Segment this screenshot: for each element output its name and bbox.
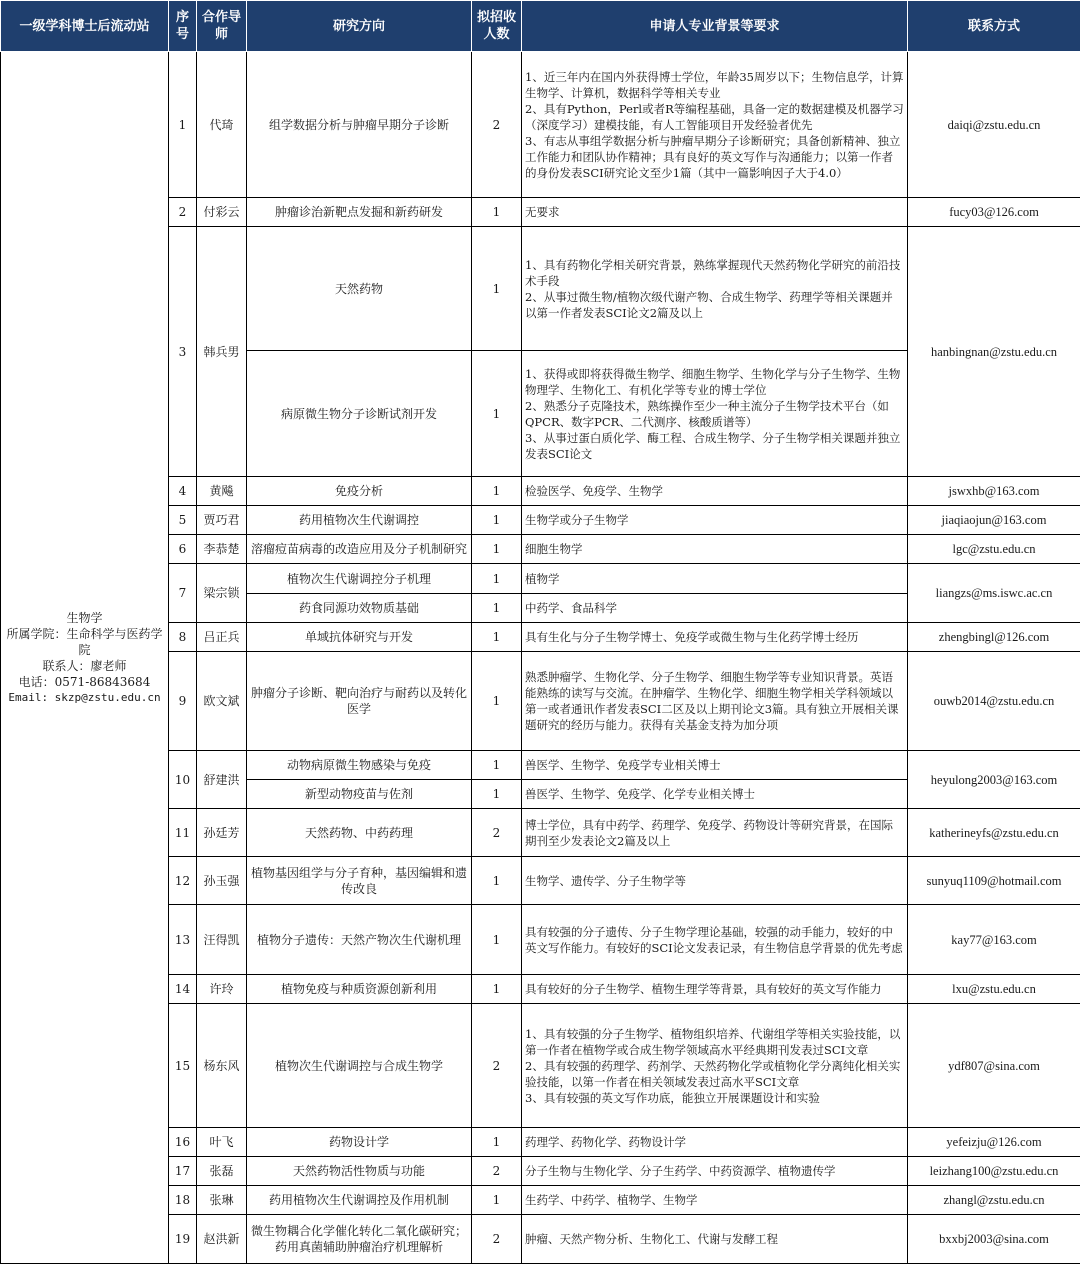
recruit-count: 2 xyxy=(472,1215,522,1264)
contact-email: zhengbingl@126.com xyxy=(908,623,1080,652)
row-number: 13 xyxy=(169,905,197,975)
recruit-count: 1 xyxy=(472,198,522,227)
contact-email: lgc@zstu.edu.cn xyxy=(908,535,1080,564)
requirement-cell xyxy=(522,594,908,623)
station-college: 所属学院：生命科学与医药学院 xyxy=(4,626,165,658)
contact-email: daiqi@zstu.edu.cn xyxy=(908,52,1080,198)
requirement-line: 细胞生物学 xyxy=(525,541,904,557)
requirement-line: 兽医学、生物学、免疫学、化学专业相关博士 xyxy=(525,786,904,802)
requirement-line: 具有生化与分子生物学博士、免疫学或微生物与生化药学博士经历 xyxy=(525,629,904,645)
advisor-name: 许玲 xyxy=(197,975,247,1004)
row-number: 5 xyxy=(169,506,197,535)
row-number: 14 xyxy=(169,975,197,1004)
row-number: 1 xyxy=(169,52,197,198)
recruit-count: 1 xyxy=(472,623,522,652)
recruit-count: 1 xyxy=(472,652,522,751)
requirement-line: 3、有志从事组学数据分析与肿瘤早期分子诊断研究；具备创新精神、独立工作能力和团队协作精神；具有良好的英文写作与沟通能力；以第一作者的身份发表SCI研究论文至少1篇（其中一篇影响因子大于4.0） xyxy=(525,133,904,181)
row-number: 7 xyxy=(169,564,197,623)
advisor-name: 欧文斌 xyxy=(197,652,247,751)
requirement-line: 1、近三年内在国内外获得博士学位，年龄35周岁以下；生物信息学，计算生物学、计算机，数据科学等相关专业 xyxy=(525,69,904,101)
recruit-count: 2 xyxy=(472,1157,522,1186)
recruit-count: 1 xyxy=(472,594,522,623)
research-direction: 病原微生物分子诊断试剂开发 xyxy=(247,351,472,477)
contact-email: bxxbj2003@sina.com xyxy=(908,1215,1080,1264)
header-row xyxy=(1,1,1080,52)
advisor-name: 代琦 xyxy=(197,52,247,198)
research-direction: 药物设计学 xyxy=(247,1128,472,1157)
row-number: 2 xyxy=(169,198,197,227)
row-number: 11 xyxy=(169,809,197,857)
station-phone: 电话：0571-86843684 xyxy=(4,674,165,690)
research-direction: 单域抗体研究与开发 xyxy=(247,623,472,652)
row-number: 10 xyxy=(169,751,197,809)
advisor-name: 叶飞 xyxy=(197,1128,247,1157)
requirement-cell xyxy=(522,535,908,564)
recruit-count: 1 xyxy=(472,780,522,809)
recruit-count: 1 xyxy=(472,975,522,1004)
requirement-cell xyxy=(522,652,908,751)
table-body xyxy=(1,52,1080,1264)
requirement-line: 生物学或分子生物学 xyxy=(525,512,904,528)
research-direction: 天然药物活性物质与功能 xyxy=(247,1157,472,1186)
requirement-cell xyxy=(522,905,908,975)
requirement-line: 植物学 xyxy=(525,571,904,587)
advisor-name: 吕正兵 xyxy=(197,623,247,652)
contact-email: jiaqiaojun@163.com xyxy=(908,506,1080,535)
header-direction: 研究方向 xyxy=(247,1,472,52)
advisor-name: 贾巧君 xyxy=(197,506,247,535)
advisor-name: 孙玉强 xyxy=(197,857,247,905)
contact-email: ydf807@sina.com xyxy=(908,1004,1080,1128)
recruit-count: 1 xyxy=(472,905,522,975)
requirement-line: 中药学、食品科学 xyxy=(525,600,904,616)
advisor-name: 付彩云 xyxy=(197,198,247,227)
recruit-count: 2 xyxy=(472,52,522,198)
requirement-line: 熟悉肿瘤学、生物化学、分子生物学、细胞生物学等专业知识背景。英语能熟练的读写与交流。在肿瘤学、生物化学、细胞生物学相关学科领域以第一或者通讯作者发表SCI二区及以上期刊论文3篇。具有独立开展相关课题研究的经历与能力。获得有关基金支持为加分项 xyxy=(525,669,904,733)
requirement-cell xyxy=(522,975,908,1004)
contact-email: liangzs@ms.iswc.ac.cn xyxy=(908,564,1080,623)
header-station: 一级学科博士后流动站 xyxy=(1,1,169,52)
advisor-name: 梁宗锁 xyxy=(197,564,247,623)
contact-email: heyulong2003@163.com xyxy=(908,751,1080,809)
requirement-line: 兽医学、生物学、免疫学专业相关博士 xyxy=(525,757,904,773)
requirement-line: 2、熟悉分子克隆技术，熟练操作至少一种主流分子生物学技术平台（如QPCR、数字PCR、二代测序、核酸质谱等） xyxy=(525,398,904,430)
research-direction: 免疫分析 xyxy=(247,477,472,506)
requirement-cell xyxy=(522,1004,908,1128)
requirement-line: 3、从事过蛋白质化学、酶工程、合成生物学、分子生物学相关课题并独立发表SCI论文 xyxy=(525,430,904,462)
requirement-line: 1、具有药物化学相关研究背景，熟练掌握现代天然药物化学研究的前沿技术手段 xyxy=(525,257,904,289)
requirement-line: 2、从事过微生物/植物次级代谢产物、合成生物学、药理学等相关课题并以第一作者发表SCI论文2篇及以上 xyxy=(525,289,904,321)
header-contact: 联系方式 xyxy=(908,1,1080,52)
research-direction: 药用植物次生代谢调控及作用机制 xyxy=(247,1186,472,1215)
requirement-cell xyxy=(522,506,908,535)
row-number: 16 xyxy=(169,1128,197,1157)
requirement-line: 博士学位，具有中药学、药理学、免疫学、药物设计等研究背景，在国际期刊至少发表论文2篇及以上 xyxy=(525,817,904,849)
research-direction: 天然药物、中药药理 xyxy=(247,809,472,857)
requirement-line: 药理学、药物化学、药物设计学 xyxy=(525,1134,904,1150)
header-no: 序号 xyxy=(169,1,197,52)
research-direction: 动物病原微生物感染与免疫 xyxy=(247,751,472,780)
requirement-line: 3、具有较强的英文写作功底，能独立开展课题设计和实验 xyxy=(525,1090,904,1106)
station-email: Email: skzp@zstu.edu.cn xyxy=(4,690,165,706)
recruit-count: 2 xyxy=(472,1004,522,1128)
requirement-cell xyxy=(522,1128,908,1157)
advisor-name: 孙廷芳 xyxy=(197,809,247,857)
recruit-count: 1 xyxy=(472,857,522,905)
research-direction: 天然药物 xyxy=(247,227,472,351)
advisor-name: 黄飚 xyxy=(197,477,247,506)
requirement-line: 无要求 xyxy=(525,204,904,220)
research-direction: 药用植物次生代谢调控 xyxy=(247,506,472,535)
table-row xyxy=(1,52,1080,198)
contact-email: lxu@zstu.edu.cn xyxy=(908,975,1080,1004)
requirement-cell xyxy=(522,751,908,780)
advisor-name: 赵洪新 xyxy=(197,1215,247,1264)
requirement-cell xyxy=(522,809,908,857)
requirement-cell xyxy=(522,1186,908,1215)
recruit-count: 1 xyxy=(472,535,522,564)
row-number: 3 xyxy=(169,227,197,477)
research-direction: 微生物耦合化学催化转化二氧化碳研究；药用真菌辅助肿瘤治疗机理解析 xyxy=(247,1215,472,1264)
contact-email: sunyuq1109@hotmail.com xyxy=(908,857,1080,905)
requirement-line: 2、具有较强的药理学、药剂学、天然药物化学或植物化学分离纯化相关实验技能，以第一作者在相关领域发表过高水平SCI文章 xyxy=(525,1058,904,1090)
advisor-name: 汪得凯 xyxy=(197,905,247,975)
requirement-cell xyxy=(522,564,908,594)
recruit-count: 1 xyxy=(472,477,522,506)
requirement-cell xyxy=(522,351,908,477)
advisor-name: 张琳 xyxy=(197,1186,247,1215)
row-number: 12 xyxy=(169,857,197,905)
station-contact-person: 联系人：廖老师 xyxy=(4,658,165,674)
requirement-cell xyxy=(522,780,908,809)
advisor-name: 舒建洪 xyxy=(197,751,247,809)
recruit-count: 1 xyxy=(472,751,522,780)
requirement-line: 1、具有较强的分子生物学、植物组织培养、代谢组学等相关实验技能，以第一作者在植物学或合成生物学领域高水平经典期刊发表过SCI文章 xyxy=(525,1026,904,1058)
row-number: 19 xyxy=(169,1215,197,1264)
requirement-line: 1、获得或即将获得微生物学、细胞生物学、生物化学与分子生物学、生物物理学、生物化工、有机化学等专业的博士学位 xyxy=(525,366,904,398)
requirement-line: 生物学、遗传学、分子生物学等 xyxy=(525,873,904,889)
requirement-cell xyxy=(522,1157,908,1186)
row-number: 9 xyxy=(169,652,197,751)
requirement-cell xyxy=(522,198,908,227)
requirement-line: 2、具有Python，Perl或者R等编程基础，具备一定的数据建模及机器学习（深度学习）建模技能，有人工智能项目开发经验者优先 xyxy=(525,101,904,133)
row-number: 8 xyxy=(169,623,197,652)
requirement-line: 生药学、中药学、植物学、生物学 xyxy=(525,1192,904,1208)
contact-email: ouwb2014@zstu.edu.cn xyxy=(908,652,1080,751)
header-count: 拟招收人数 xyxy=(472,1,522,52)
contact-email: fucy03@126.com xyxy=(908,198,1080,227)
requirement-cell xyxy=(522,52,908,198)
requirement-line: 具有较好的分子生物学、植物生理学等背景，具有较好的英文写作能力 xyxy=(525,981,904,997)
research-direction: 肿瘤诊治新靶点发掘和新药研发 xyxy=(247,198,472,227)
recruit-count: 2 xyxy=(472,809,522,857)
requirement-line: 检验医学、免疫学、生物学 xyxy=(525,483,904,499)
recruit-count: 1 xyxy=(472,564,522,594)
requirement-line: 肿瘤、天然产物分析、生物化工、代谢与发酵工程 xyxy=(525,1231,904,1247)
requirement-line: 分子生物与生物化学、分子生药学、中药资源学、植物遗传学 xyxy=(525,1163,904,1179)
research-direction: 药食同源功效物质基础 xyxy=(247,594,472,623)
research-direction: 植物次生代谢调控与合成生物学 xyxy=(247,1004,472,1128)
research-direction: 植物次生代谢调控分子机理 xyxy=(247,564,472,594)
recruit-count: 1 xyxy=(472,506,522,535)
contact-email: yefeizju@126.com xyxy=(908,1128,1080,1157)
requirement-line: 具有较强的分子遗传、分子生物学理论基础，较强的动手能力，较好的中英文写作能力。有较好的SCI论文发表记录，有生物信息学背景的优先考虑 xyxy=(525,924,904,956)
station-cell xyxy=(1,52,169,1264)
research-direction: 溶瘤痘苗病毒的改造应用及分子机制研究 xyxy=(247,535,472,564)
research-direction: 植物基因组学与分子育种，基因编辑和遗传改良 xyxy=(247,857,472,905)
row-number: 6 xyxy=(169,535,197,564)
station-subject: 生物学 xyxy=(4,610,165,626)
research-direction: 组学数据分析与肿瘤早期分子诊断 xyxy=(247,52,472,198)
recruit-count: 1 xyxy=(472,1186,522,1215)
contact-email: zhangl@zstu.edu.cn xyxy=(908,1186,1080,1215)
advisor-name: 韩兵男 xyxy=(197,227,247,477)
research-direction: 植物分子遗传：天然产物次生代谢机理 xyxy=(247,905,472,975)
contact-email: kay77@163.com xyxy=(908,905,1080,975)
research-direction: 植物免疫与种质资源创新利用 xyxy=(247,975,472,1004)
contact-email: hanbingnan@zstu.edu.cn xyxy=(908,227,1080,477)
requirement-cell xyxy=(522,477,908,506)
row-number: 18 xyxy=(169,1186,197,1215)
contact-email: leizhang100@zstu.edu.cn xyxy=(908,1157,1080,1186)
requirement-cell xyxy=(522,227,908,351)
advisor-name: 张磊 xyxy=(197,1157,247,1186)
requirement-cell xyxy=(522,623,908,652)
research-direction: 肿瘤分子诊断、靶向治疗与耐药以及转化医学 xyxy=(247,652,472,751)
requirement-cell xyxy=(522,1215,908,1264)
advisor-name: 李恭楚 xyxy=(197,535,247,564)
contact-email: katherineyfs@zstu.edu.cn xyxy=(908,809,1080,857)
header-requirement: 申请人专业背景等要求 xyxy=(522,1,908,52)
recruit-count: 1 xyxy=(472,351,522,477)
row-number: 15 xyxy=(169,1004,197,1128)
row-number: 17 xyxy=(169,1157,197,1186)
requirement-cell xyxy=(522,857,908,905)
recruit-count: 1 xyxy=(472,1128,522,1157)
recruit-count: 1 xyxy=(472,227,522,351)
research-direction: 新型动物疫苗与佐剂 xyxy=(247,780,472,809)
header-advisor: 合作导师 xyxy=(197,1,247,52)
row-number: 4 xyxy=(169,477,197,506)
advisor-name: 杨东风 xyxy=(197,1004,247,1128)
contact-email: jswxhb@163.com xyxy=(908,477,1080,506)
